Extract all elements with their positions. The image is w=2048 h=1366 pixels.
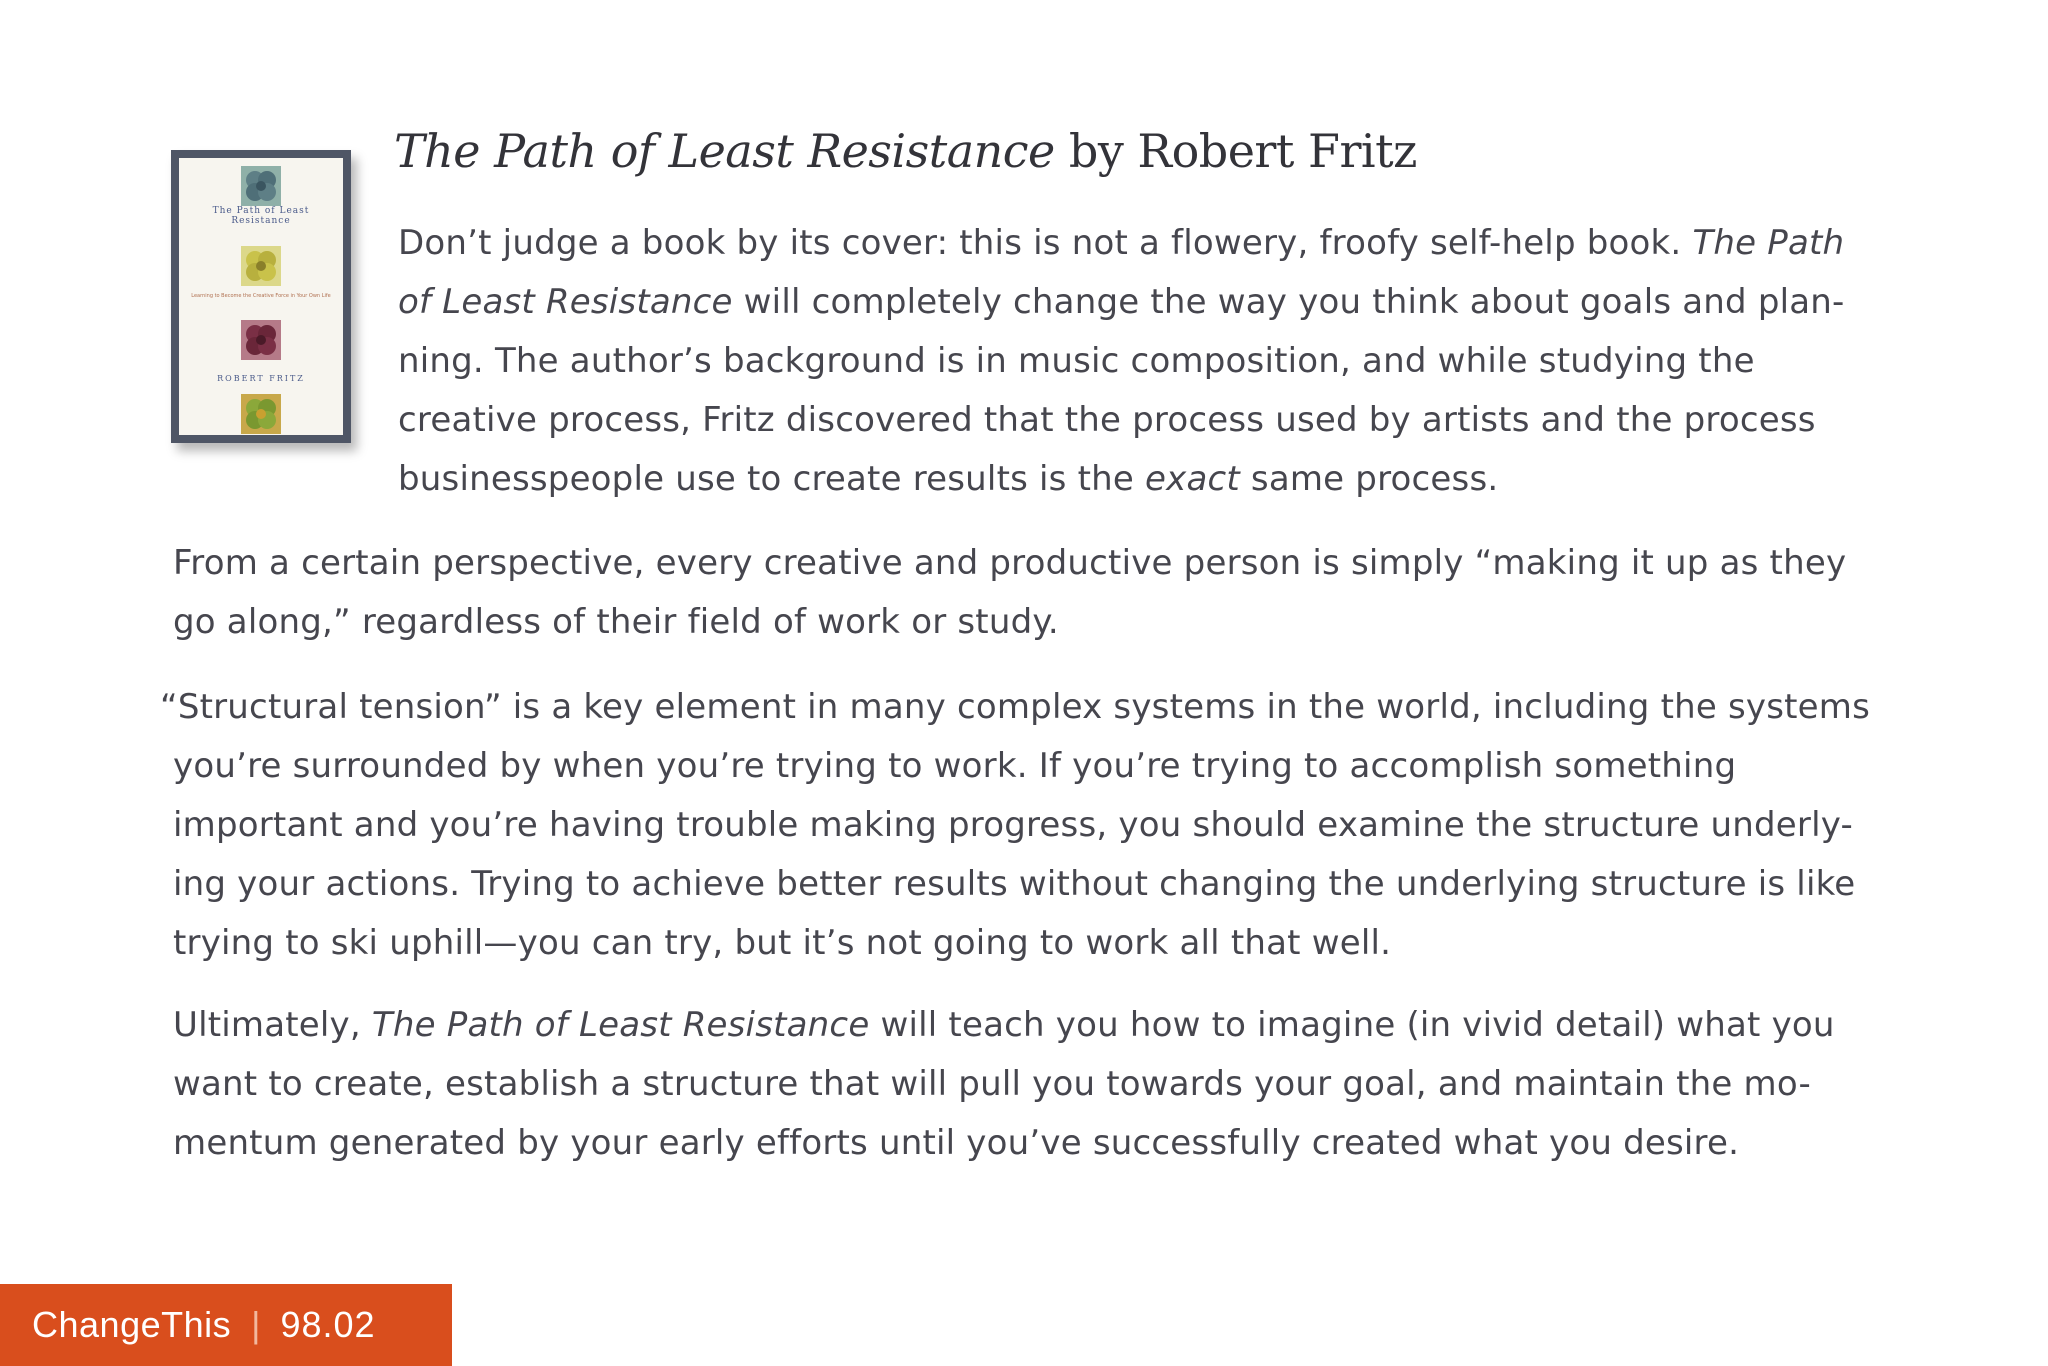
text-line: ing your actions. Trying to achieve better results without changing the underlying structure is like bbox=[173, 864, 1856, 904]
book-byline: by Robert Fritz bbox=[1068, 124, 1417, 178]
flower-icon bbox=[241, 246, 281, 286]
text-line: you’re surrounded by when you’re trying to work. If you’re trying to accomplish something bbox=[173, 746, 1737, 786]
book-title: The Path of Least Resistance bbox=[394, 124, 1055, 178]
footer-bar bbox=[0, 1284, 452, 1366]
flower-icon bbox=[241, 166, 281, 206]
book-heading bbox=[394, 124, 1417, 178]
flower-icon bbox=[241, 320, 281, 360]
text-line: creative process, Fritz discovered that the process used by artists and the process bbox=[398, 400, 1816, 440]
cover-author: ROBERT FRITZ bbox=[217, 374, 305, 383]
paragraph-4 bbox=[173, 996, 1835, 1173]
book-cover-face bbox=[179, 158, 343, 435]
cover-subtitle: Learning to Become the Creative Force in Your Own Life bbox=[191, 293, 331, 299]
text-line: trying to ski uphill—you can try, but it’s not going to work all that well. bbox=[173, 923, 1392, 963]
text-line: Ultimately, The Path of Least Resistance will teach you how to imagine (in vivid detail) what you bbox=[173, 1005, 1835, 1045]
paragraph-1 bbox=[398, 214, 1845, 509]
footer-issue-number: 98.02 bbox=[280, 1304, 376, 1345]
text-line: businesspeople use to create results is the exact same process. bbox=[398, 459, 1499, 499]
flower-icon bbox=[241, 394, 281, 434]
text-line: important and you’re having trouble making progress, you should examine the structure underly- bbox=[173, 805, 1853, 845]
text-line: of Least Resistance will completely change the way you think about goals and plan- bbox=[398, 282, 1845, 322]
text-line: ning. The author’s background is in music composition, and while studying the bbox=[398, 341, 1755, 381]
text-line: “Structural tension” is a key element in many complex systems in the world, including the systems bbox=[160, 687, 1871, 727]
paragraph-3 bbox=[160, 678, 1870, 973]
text-line: want to create, establish a structure that will pull you towards your goal, and maintain the mo- bbox=[173, 1064, 1811, 1104]
book-cover-image bbox=[171, 150, 351, 443]
footer-brand: ChangeThis bbox=[32, 1304, 232, 1345]
footer-separator: | bbox=[251, 1304, 261, 1345]
paragraph-2 bbox=[173, 534, 1846, 652]
text-line: go along,” regardless of their field of work or study. bbox=[173, 602, 1059, 642]
text-line: mentum generated by your early efforts until you’ve successfully created what you desire. bbox=[173, 1123, 1740, 1163]
text-line: From a certain perspective, every creative and productive person is simply “making it up as they bbox=[173, 543, 1847, 583]
text-line: Don’t judge a book by its cover: this is not a flowery, froofy self-help book. The Path bbox=[398, 223, 1845, 263]
cover-title: The Path of Least Resistance bbox=[212, 206, 310, 226]
